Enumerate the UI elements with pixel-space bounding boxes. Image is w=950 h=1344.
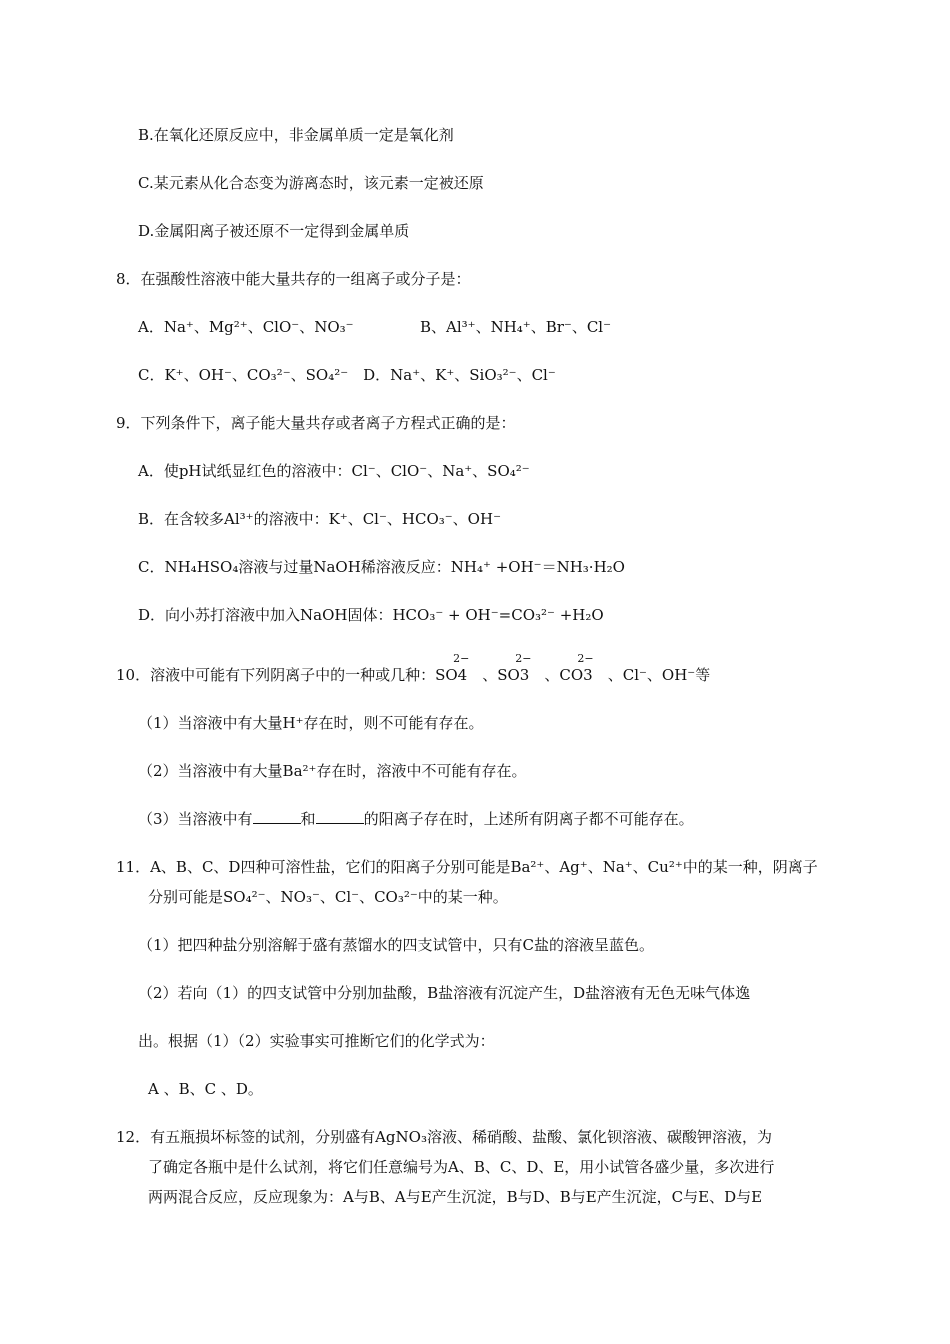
q12-line-2: 了确定各瓶中是什么试剂，将它们任意编号为A、B、C、D、E，用小试管各盛少量，多次进行 <box>148 1158 775 1176</box>
q10-ion-sulfite-label: SO3 <box>497 666 530 684</box>
q10-ion-sulfite <box>497 652 532 686</box>
q8-option-b: B、Al³⁺、NH₄⁺、Br⁻、Cl⁻ <box>420 318 612 336</box>
q10-sub-3 <box>138 808 694 830</box>
q10-sub-1: （1）当溶液中有大量H⁺存在时，则不可能有存在。 <box>138 714 484 732</box>
q8-option-c-d: C．K⁺、OH⁻、CO₃²⁻、SO₄²⁻ D．Na⁺、K⁺、SiO₃²⁻、Cl⁻ <box>138 366 556 384</box>
q10-ion-carbonate-charge: 2− <box>577 652 594 665</box>
q10-sub-2: （2）当溶液中有大量Ba²⁺存在时，溶液中不可能有存在。 <box>138 762 527 780</box>
q9-stem: 9．下列条件下，离子能大量共存或者离子方程式正确的是： <box>116 414 516 432</box>
answer-blank-1[interactable] <box>253 809 301 824</box>
q7-option-c: C.某元素从化合态变为游离态时，该元素一定被还原 <box>138 174 484 192</box>
q10-ion-carbonate-label: CO3 <box>559 666 593 684</box>
q10-sub-3-part-b: 和 <box>300 810 316 828</box>
q11-sub-2: （2）若向（1）的四支试管中分别加盐酸，B盐溶液有沉淀产生，D盐溶液有无色无味气体逸 <box>138 984 751 1002</box>
answer-blank-2[interactable] <box>316 809 364 824</box>
q11-stem-line-1: 11．A、B、C、D四种可溶性盐，它们的阳离子分别可能是Ba²⁺、Ag⁺、Na⁺、Cu²⁺中的某一种，阴离子 <box>116 858 818 876</box>
q11-answer-line: A 、B、C 、D。 <box>148 1080 263 1098</box>
q8-option-a: A．Na⁺、Mg²⁺、ClO⁻、NO₃⁻ <box>138 318 354 336</box>
q11-sub-2-continued: 出。根据（1）（2）实验事实可推断它们的化学式为： <box>138 1032 495 1050</box>
q9-option-c: C．NH₄HSO₄溶液与过量NaOH稀溶液反应：NH₄⁺ +OH⁻＝NH₃·H₂O <box>138 558 625 576</box>
q8-stem: 8．在强酸性溶液中能大量共存的一组离子或分子是： <box>116 270 471 288</box>
q9-option-b: B．在含较多Al³⁺的溶液中：K⁺、Cl⁻、HCO₃⁻、OH⁻ <box>138 510 501 528</box>
q9-option-d: D．向小苏打溶液中加入NaOH固体：HCO₃⁻ + OH⁻=CO₃²⁻ +H₂O <box>138 606 604 624</box>
q10-ion-sulfate-label: SO4 <box>435 666 468 684</box>
q11-stem-line-2: 分别可能是SO₄²⁻、NO₃⁻、Cl⁻、CO₃²⁻中的某一种。 <box>148 888 508 906</box>
q12-line-3: 两两混合反应，反应现象为：A与B、A与E产生沉淀，B与D、B与E产生沉淀，C与E、D与E <box>148 1188 763 1206</box>
q10-ion-sulfate <box>435 652 470 686</box>
q10-sub-3-part-a: （3）当溶液中有 <box>138 810 253 828</box>
q10-ion-sulfite-charge: 2− <box>515 652 532 665</box>
q10-ion-carbonate <box>559 652 594 686</box>
q7-option-b: B.在氧化还原反应中，非金属单质一定是氧化剂 <box>138 126 454 144</box>
q10-stem: 10．溶液中可能有下列阴离子中的一种或几种：SO4 2− 、SO3 2− 、CO3 2− 、Cl⁻、OH⁻等 <box>116 664 710 686</box>
q7-option-d: D.金属阳离子被还原不一定得到金属单质 <box>138 222 410 240</box>
q12-line-1: 12．有五瓶损坏标签的试剂，分别盛有AgNO₃溶液、稀硝酸、盐酸、氯化钡溶液、碳酸钾溶液，为 <box>116 1128 772 1146</box>
q9-option-a: A．使pH试纸显红色的溶液中：Cl⁻、ClO⁻、Na⁺、SO₄²⁻ <box>138 462 530 480</box>
q10-sub-3-part-c: 的阳离子存在时，上述所有阴离子都不可能存在。 <box>363 810 694 828</box>
q10-ion-sulfate-charge: 2− <box>453 652 470 665</box>
q10-stem-suffix: 、Cl⁻、OH⁻等 <box>607 666 711 684</box>
q11-sub-1: （1）把四种盐分别溶解于盛有蒸馏水的四支试管中，只有C盐的溶液呈蓝色。 <box>138 936 655 954</box>
q10-stem-prefix: 10．溶液中可能有下列阴离子中的一种或几种： <box>116 666 436 684</box>
